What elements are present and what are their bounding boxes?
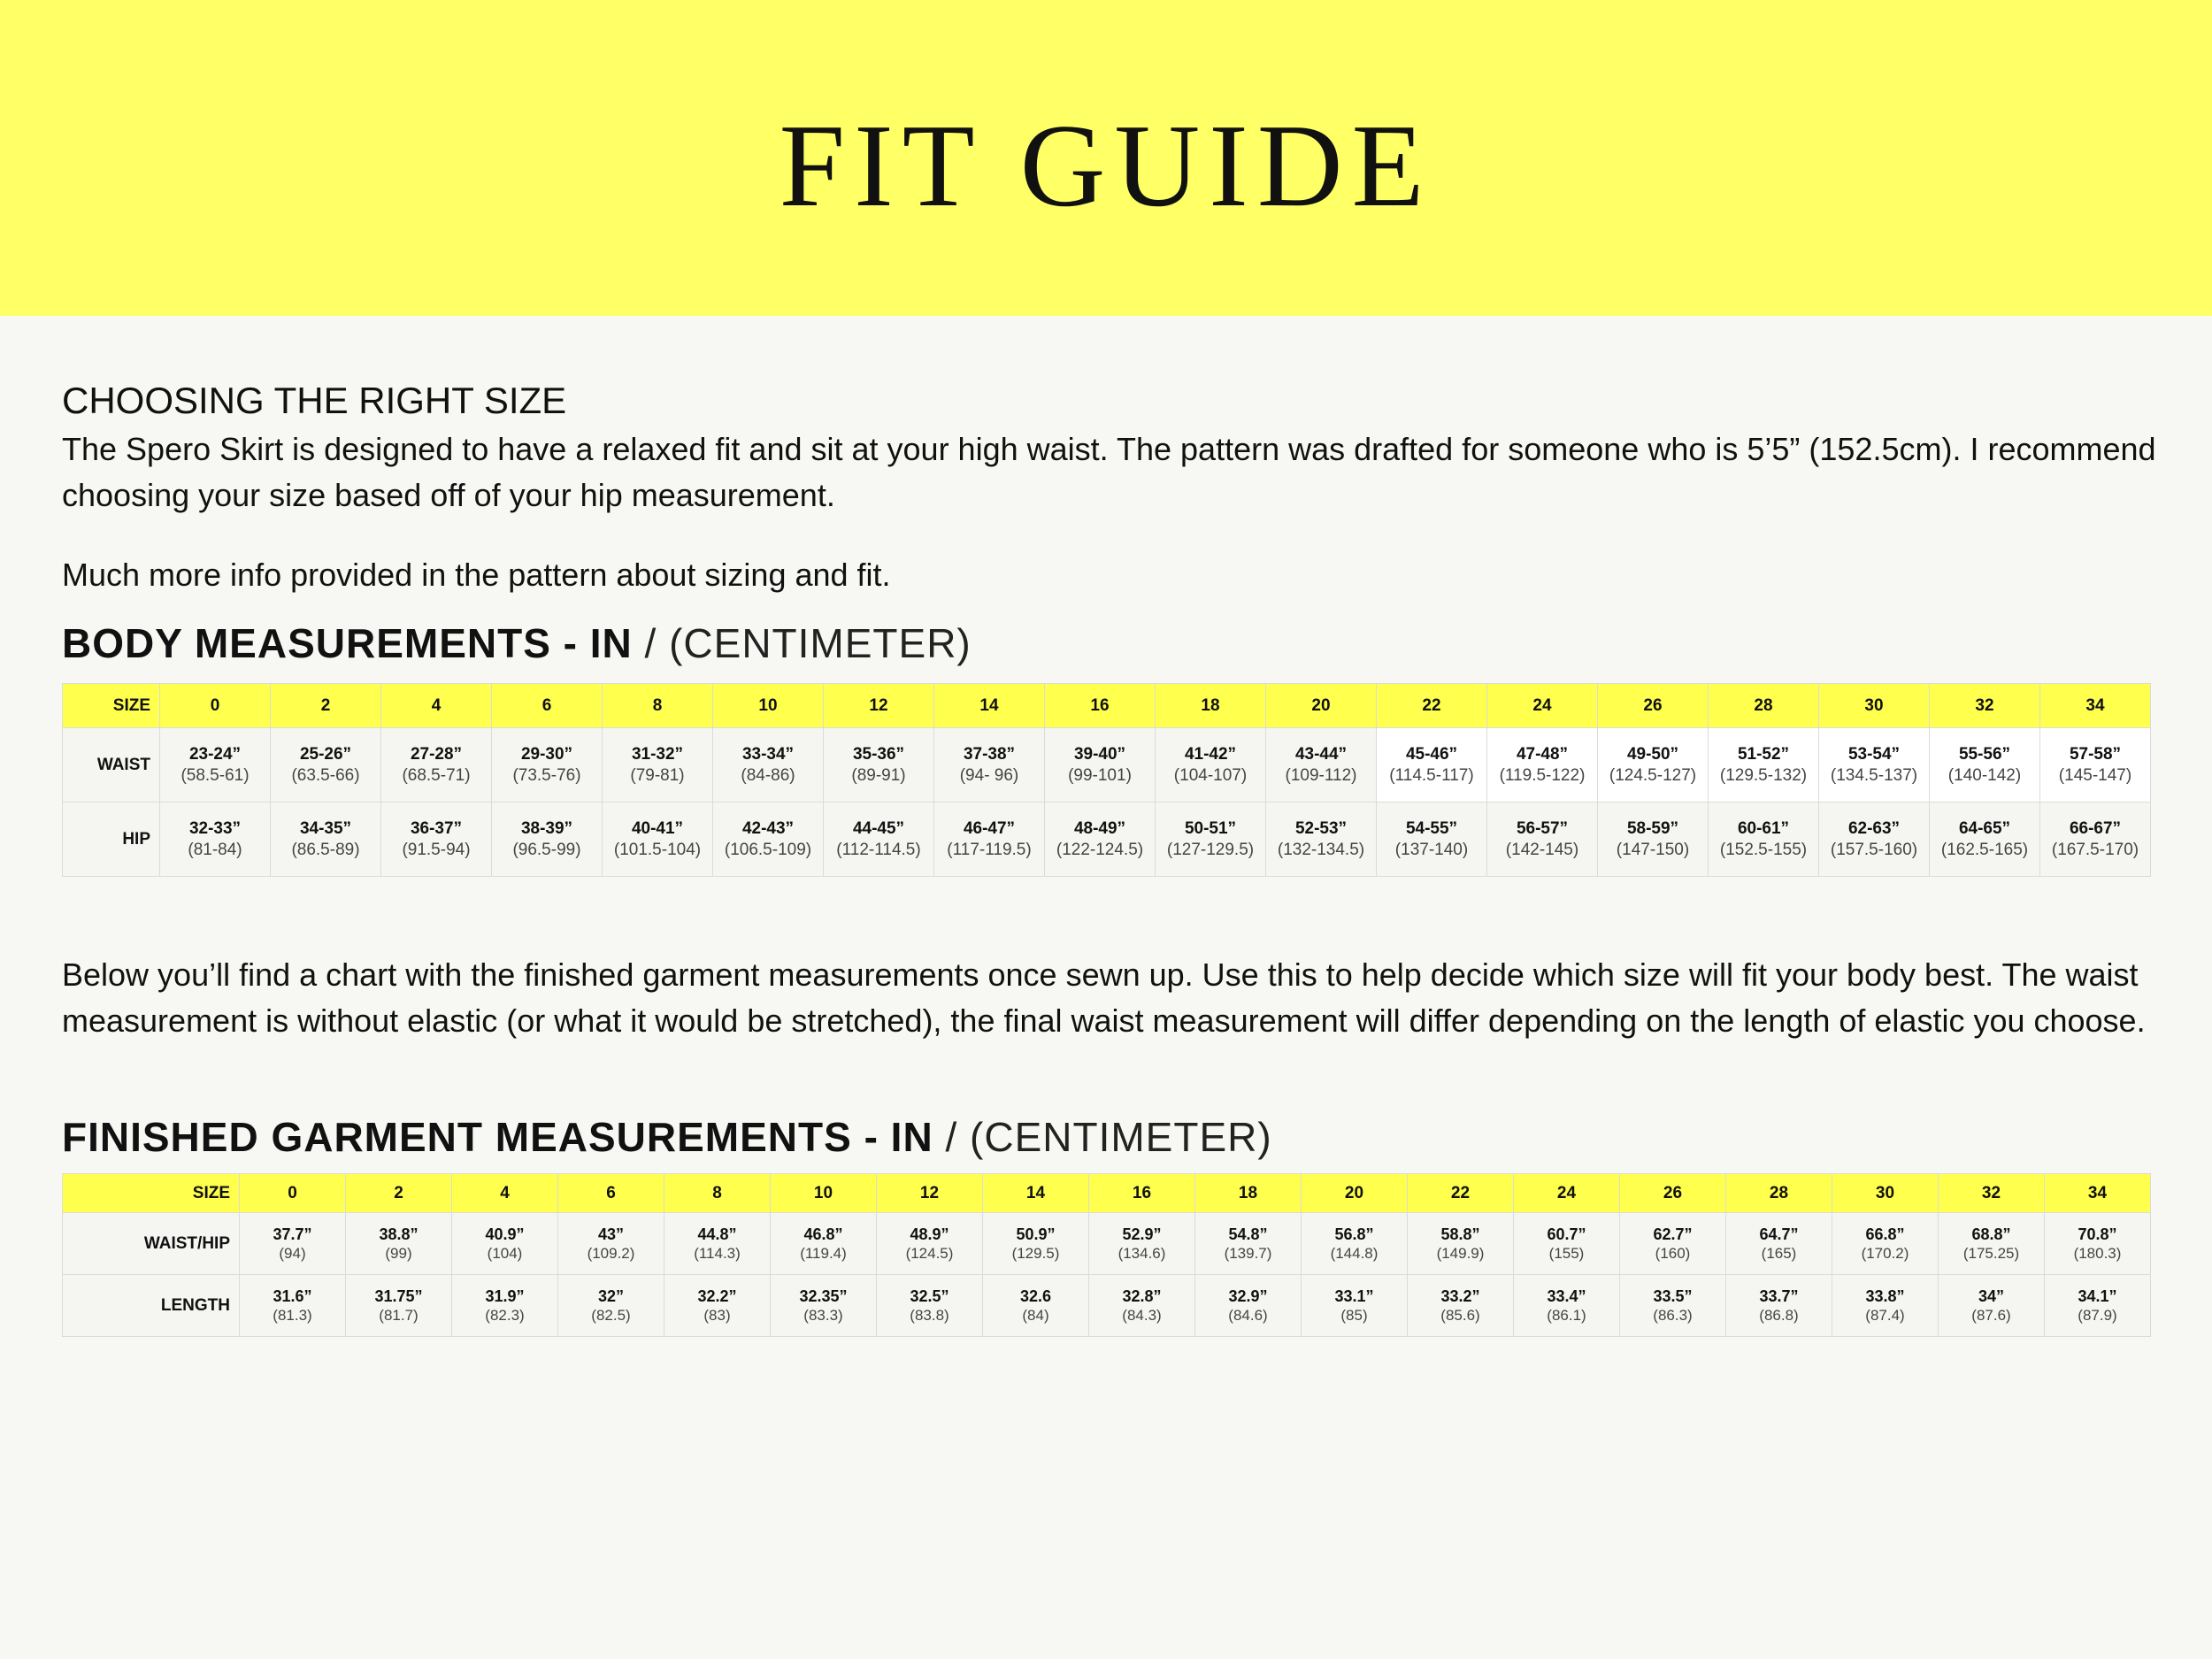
inch-value: 33.4” [1547,1286,1586,1305]
body-measurements-title-unit: / (CENTIMETER) [632,620,972,666]
cm-value: (170.2) [1861,1244,1909,1262]
inch-value: 32.6 [1019,1286,1052,1305]
inch-value: 48-49” [1073,818,1126,838]
inch-value: 50-51” [1184,818,1237,838]
inch-value: 32.9” [1228,1286,1268,1305]
cm-value: (145-147) [2058,765,2132,785]
inch-value: 56-57” [1516,818,1569,838]
inch-value: 46.8” [803,1225,843,1243]
measurement-cell [934,803,1045,877]
measurement-cell [558,1275,664,1337]
info-paragraph: Much more info provided in the pattern about sizing and fit. [62,557,891,593]
measurement-cell [1598,728,1709,803]
inch-value: 51-52” [1737,744,1790,764]
size-header-cell: 10 [771,1174,877,1213]
cm-value: (96.5-99) [512,840,581,859]
cm-value: (84-86) [741,765,795,785]
size-header-cell: 20 [1302,1174,1408,1213]
cm-value: (109-112) [1285,765,1357,785]
measurement-cell [1726,1275,1832,1337]
inch-value: 31.9” [485,1286,525,1305]
inch-value: 54-55” [1405,818,1458,838]
inch-value: 62.7” [1653,1225,1693,1243]
measurement-cell [1726,1213,1832,1275]
size-header-cell: 4 [452,1174,558,1213]
inch-value: 37.7” [273,1225,312,1243]
measurement-cell [1620,1213,1726,1275]
inch-value: 33.5” [1653,1286,1693,1305]
size-header-cell: 12 [824,684,934,728]
inch-value: 25-26” [299,744,352,764]
inch-value: 38.8” [379,1225,419,1243]
inch-value: 66.8” [1865,1225,1905,1243]
cm-value: (91.5-94) [402,840,471,859]
inch-value: 64.7” [1759,1225,1799,1243]
measurement-cell [934,728,1045,803]
measurement-cell [1266,728,1377,803]
cm-value: (137-140) [1394,840,1469,859]
cm-value: (134.6) [1118,1244,1166,1262]
measurement-cell [1819,728,1930,803]
cm-value: (83.3) [803,1306,843,1324]
size-header-cell: 34 [2045,1174,2151,1213]
measurement-cell [1487,803,1598,877]
table-row [63,728,2151,803]
cm-value: (129.5) [1011,1244,1060,1262]
measurement-cell [1832,1213,1939,1275]
measurement-cell [1939,1213,2045,1275]
size-header-cell: 30 [1819,684,1930,728]
inch-value: 33.7” [1759,1286,1799,1305]
inch-value: 31-32” [631,744,684,764]
measurement-cell [1939,1275,2045,1337]
inch-value: 40.9” [485,1225,525,1243]
size-header-cell: 24 [1487,684,1598,728]
cm-value: (87.9) [2078,1306,2117,1324]
size-header-label: SIZE [63,684,160,728]
cm-value: (84.3) [1122,1306,1162,1324]
title-banner [0,0,2212,316]
measurement-cell [1620,1275,1726,1337]
measurement-cell [1302,1275,1408,1337]
measurement-cell [2040,803,2151,877]
measurement-cell [1377,728,1487,803]
inch-value: 33.8” [1865,1286,1905,1305]
row-label: WAIST [63,728,160,803]
measurement-cell [771,1213,877,1275]
inch-value: 60.7” [1547,1225,1586,1243]
size-header-cell: 2 [346,1174,452,1213]
cm-value: (140-142) [1947,765,2022,785]
cm-value: (129.5-132) [1719,765,1808,785]
inch-value: 33.2” [1440,1286,1480,1305]
inch-value: 44.8” [697,1225,737,1243]
measurement-cell [271,803,381,877]
cm-value: (114.5-117) [1389,765,1474,785]
measurement-cell [1302,1213,1408,1275]
measurement-cell [664,1213,771,1275]
measurement-cell [240,1275,346,1337]
inch-value: 55-56” [1958,744,2011,764]
inch-value: 46-47” [963,818,1016,838]
measurement-cell [2045,1213,2151,1275]
row-label: HIP [63,803,160,877]
measurement-cell [1045,728,1156,803]
cm-value: (81.7) [379,1306,419,1324]
inch-value: 44-45” [852,818,905,838]
measurement-cell [558,1213,664,1275]
inch-value: 29-30” [520,744,573,764]
inch-value: 54.8” [1228,1225,1268,1243]
measurement-cell [1195,1213,1302,1275]
measurement-cell [713,803,824,877]
size-header-cell: 26 [1620,1174,1726,1213]
cm-value: (152.5-155) [1719,840,1808,859]
size-header-cell: 18 [1195,1174,1302,1213]
measurement-cell [1045,803,1156,877]
cm-value: (82.5) [591,1306,631,1324]
cm-value: (101.5-104) [613,840,702,859]
inch-value: 23-24” [188,744,242,764]
cm-value: (86.8) [1759,1306,1799,1324]
inch-value: 52.9” [1122,1225,1162,1243]
measurement-cell [1195,1275,1302,1337]
inch-value: 57-58” [2069,744,2122,764]
size-header-cell: 14 [983,1174,1089,1213]
measurement-cell [381,728,492,803]
inch-value: 66-67” [2069,818,2122,838]
measurement-cell [1089,1213,1195,1275]
cm-value: (85) [1340,1306,1368,1324]
measurement-cell [271,728,381,803]
inch-value: 43” [597,1225,625,1243]
size-header-cell: 10 [713,684,824,728]
size-header-cell: 4 [381,684,492,728]
cm-value: (167.5-170) [2051,840,2139,859]
measurement-cell [240,1213,346,1275]
inch-value: 42-43” [741,818,795,838]
size-header-cell: 16 [1089,1174,1195,1213]
cm-value: (79-81) [630,765,685,785]
cm-value: (175.25) [1962,1244,2020,1262]
cm-value: (73.5-76) [512,765,581,785]
inch-value: 27-28” [410,744,463,764]
measurement-cell [1930,728,2040,803]
finished-intro-paragraph: Below you’ll find a chart with the finished garment measurements once sewn up. Use this to help decide which size will fit your body best. The waist measurement is without elastic (or what it would be stretched), the final waist measurement will differ depending on the length of elastic you choose. [62,956,2146,1039]
measurement-cell [983,1213,1089,1275]
inch-value: 45-46” [1405,744,1458,764]
choosing-size-heading: CHOOSING THE RIGHT SIZE [62,380,567,421]
inch-value: 50.9” [1016,1225,1056,1243]
cm-value: (99) [385,1244,412,1262]
measurement-cell [1156,728,1266,803]
inch-value: 53-54” [1847,744,1901,764]
measurement-cell [1709,803,1819,877]
cm-value: (147-150) [1616,840,1690,859]
measurement-cell [492,803,603,877]
size-header-cell: 0 [240,1174,346,1213]
cm-value: (122-124.5) [1056,840,1144,859]
cm-value: (119.5-122) [1499,765,1586,785]
cm-value: (86.5-89) [291,840,360,859]
inch-value: 32-33” [188,818,242,838]
size-header-cell: 14 [934,684,1045,728]
cm-value: (87.4) [1865,1306,1905,1324]
inch-value: 43-44” [1294,744,1348,764]
inch-value: 47-48” [1516,744,1569,764]
measurement-cell [381,803,492,877]
cm-value: (160) [1655,1244,1691,1262]
measurement-cell [160,803,271,877]
cm-value: (117-119.5) [947,840,1032,859]
cm-value: (58.5-61) [180,765,250,785]
measurement-cell [492,728,603,803]
size-header-cell: 20 [1266,684,1377,728]
size-header-cell: 8 [664,1174,771,1213]
measurement-cell [603,728,713,803]
inch-value: 48.9” [910,1225,949,1243]
measurement-cell [1930,803,2040,877]
cm-value: (149.9) [1436,1244,1485,1262]
inch-value: 32” [597,1286,625,1305]
body-measurements-title [62,619,972,667]
cm-value: (94) [279,1244,306,1262]
table-row [63,1213,2151,1275]
measurement-cell [1266,803,1377,877]
measurement-cell [2045,1275,2151,1337]
measurement-cell [983,1275,1089,1337]
measurement-cell [603,803,713,877]
size-header-cell: 26 [1598,684,1709,728]
inch-value: 40-41” [631,818,684,838]
row-label: WAIST/HIP [63,1213,240,1275]
inch-value: 56.8” [1334,1225,1374,1243]
measurement-cell [824,728,934,803]
size-header-cell: 22 [1377,684,1487,728]
inch-value: 62-63” [1847,818,1901,838]
measurement-cell [1487,728,1598,803]
body-measurements-table [62,683,2151,877]
cm-value: (119.4) [800,1244,847,1262]
finished-measurements-title-unit: / (CENTIMETER) [933,1114,1272,1160]
inch-value: 33-34” [741,744,795,764]
row-label: LENGTH [63,1275,240,1337]
inch-value: 32.8” [1122,1286,1162,1305]
cm-value: (104) [487,1244,523,1262]
cm-value: (86.1) [1547,1306,1586,1324]
finished-measurements-title-main: FINISHED GARMENT MEASUREMENTS - IN [62,1114,933,1160]
inch-value: 58.8” [1440,1225,1480,1243]
inch-value: 34.1” [2078,1286,2117,1305]
cm-value: (68.5-71) [402,765,471,785]
inch-value: 31.75” [374,1286,423,1305]
inch-value: 37-38” [963,744,1016,764]
measurement-cell [1156,803,1266,877]
page-title: FIT GUIDE [779,99,1433,231]
size-header-cell: 12 [877,1174,983,1213]
cm-value: (81-84) [188,840,242,859]
measurement-cell [2040,728,2151,803]
size-header-cell: 6 [558,1174,664,1213]
inch-value: 32.2” [697,1286,737,1305]
finished-measurements-title [62,1113,1272,1161]
measurement-cell [1408,1275,1514,1337]
cm-value: (63.5-66) [291,765,360,785]
size-header-cell: 32 [1930,684,2040,728]
cm-value: (106.5-109) [724,840,812,859]
cm-value: (139.7) [1224,1244,1272,1262]
inch-value: 41-42” [1184,744,1237,764]
size-header-label: SIZE [63,1174,240,1213]
measurement-cell [452,1213,558,1275]
size-header-cell: 24 [1514,1174,1620,1213]
inch-value: 64-65” [1958,818,2011,838]
size-header-cell: 18 [1156,684,1266,728]
cm-value: (114.3) [694,1244,741,1262]
cm-value: (109.2) [587,1244,635,1262]
cm-value: (180.3) [2073,1244,2122,1262]
intro-paragraph: The Spero Skirt is designed to have a relaxed fit and sit at your high waist. The pattern was drafted for someone who is 5’5” (152.5cm). I recommend choosing your size based off of your hip measurement. [62,431,2156,513]
measurement-cell [1408,1213,1514,1275]
cm-value: (165) [1761,1244,1797,1262]
measurement-cell [1514,1213,1620,1275]
cm-value: (84) [1022,1306,1049,1324]
inch-value: 60-61” [1737,818,1790,838]
inch-value: 58-59” [1626,818,1679,838]
table-row [63,1275,2151,1337]
cm-value: (162.5-165) [1940,840,2029,859]
inch-value: 49-50” [1626,744,1679,764]
measurement-cell [160,728,271,803]
measurement-cell [1709,728,1819,803]
cm-value: (84.6) [1228,1306,1268,1324]
measurement-cell [1819,803,1930,877]
size-header-cell: 2 [271,684,381,728]
cm-value: (124.5-127) [1609,765,1697,785]
cm-value: (144.8) [1330,1244,1379,1262]
measurement-cell [824,803,934,877]
size-header-cell: 34 [2040,684,2151,728]
inch-value: 32.5” [910,1286,949,1305]
measurement-cell [1598,803,1709,877]
measurement-cell [877,1213,983,1275]
cm-value: (94- 96) [959,765,1019,785]
measurement-cell [1377,803,1487,877]
table-header-row [63,684,2151,728]
cm-value: (83.8) [910,1306,949,1324]
cm-value: (155) [1548,1244,1585,1262]
measurement-cell [713,728,824,803]
size-header-cell: 32 [1939,1174,2045,1213]
size-header-cell: 28 [1726,1174,1832,1213]
measurement-cell [664,1275,771,1337]
size-header-cell: 16 [1045,684,1156,728]
inch-value: 70.8” [2078,1225,2117,1243]
measurement-cell [877,1275,983,1337]
cm-value: (86.3) [1653,1306,1693,1324]
measurement-cell [452,1275,558,1337]
inch-value: 33.1” [1334,1286,1374,1305]
table-header-row [63,1174,2151,1213]
cm-value: (81.3) [273,1306,312,1324]
inch-value: 34-35” [299,818,352,838]
size-header-cell: 0 [160,684,271,728]
table-row [63,803,2151,877]
size-header-cell: 28 [1709,684,1819,728]
cm-value: (89-91) [851,765,906,785]
measurement-cell [346,1275,452,1337]
inch-value: 35-36” [852,744,905,764]
cm-value: (104-107) [1173,765,1248,785]
size-header-cell: 22 [1408,1174,1514,1213]
measurement-cell [771,1275,877,1337]
inch-value: 34” [1978,1286,2005,1305]
cm-value: (83) [703,1306,731,1324]
inch-value: 52-53” [1294,818,1348,838]
size-header-cell: 6 [492,684,603,728]
body-measurements-title-main: BODY MEASUREMENTS - IN [62,620,633,666]
measurement-cell [1832,1275,1939,1337]
measurement-cell [1089,1275,1195,1337]
measurement-cell [1514,1275,1620,1337]
measurement-cell [346,1213,452,1275]
cm-value: (134.5-137) [1830,765,1918,785]
size-header-cell: 30 [1832,1174,1939,1213]
cm-value: (82.3) [485,1306,525,1324]
inch-value: 36-37” [410,818,463,838]
cm-value: (85.6) [1440,1306,1480,1324]
inch-value: 39-40” [1073,744,1126,764]
size-header-cell: 8 [603,684,713,728]
inch-value: 31.6” [273,1286,312,1305]
cm-value: (132-134.5) [1277,840,1365,859]
finished-measurements-table [62,1173,2151,1337]
cm-value: (87.6) [1971,1306,2011,1324]
cm-value: (157.5-160) [1830,840,1918,859]
cm-value: (127-129.5) [1166,840,1255,859]
cm-value: (99-101) [1068,765,1132,785]
inch-value: 32.35” [799,1286,848,1305]
cm-value: (142-145) [1505,840,1579,859]
inch-value: 68.8” [1971,1225,2011,1243]
cm-value: (112-114.5) [836,840,921,859]
inch-value: 38-39” [520,818,573,838]
cm-value: (124.5) [905,1244,954,1262]
